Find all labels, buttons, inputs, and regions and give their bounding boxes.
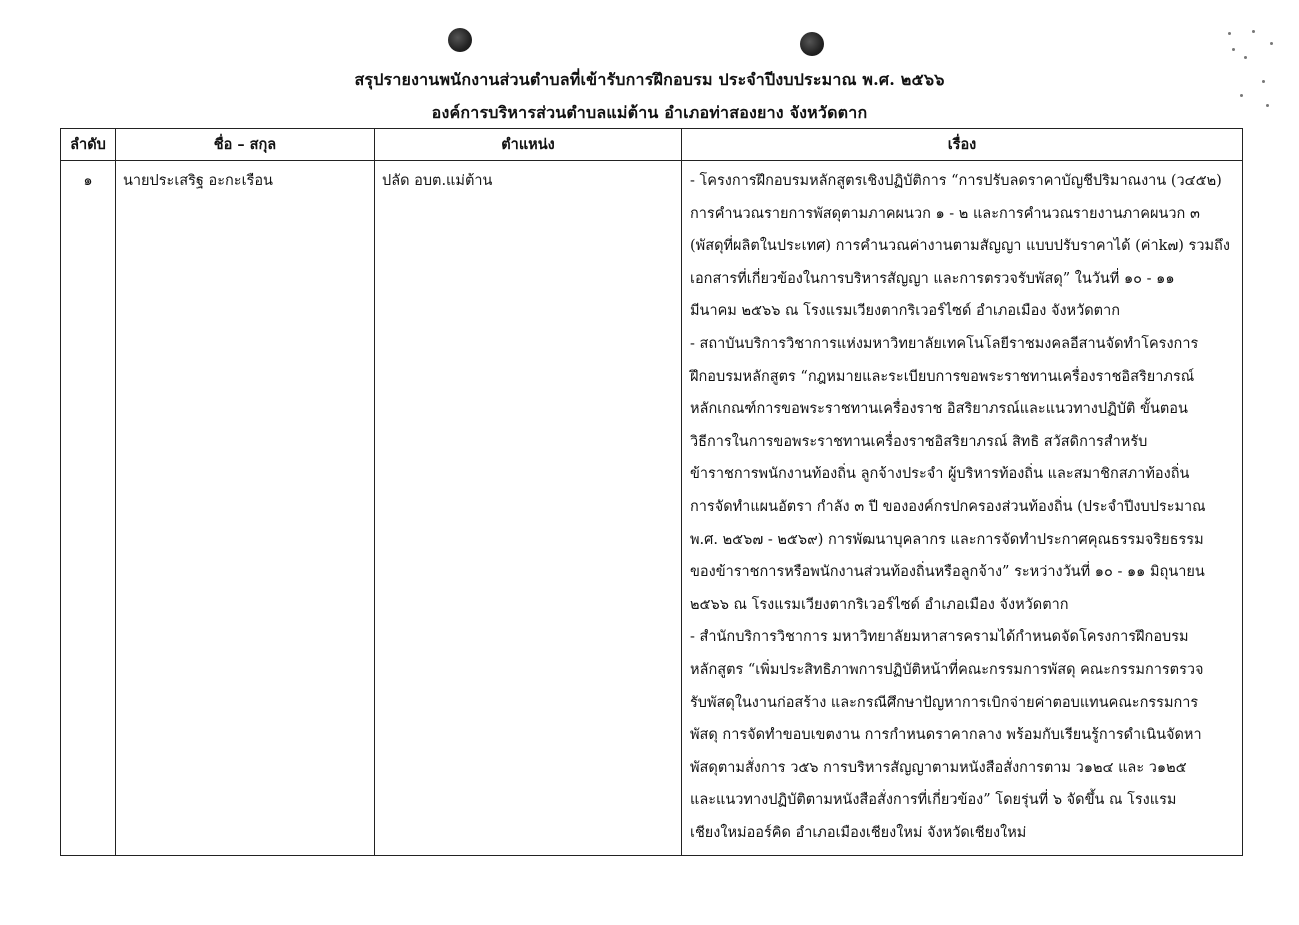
scan-speck <box>1232 48 1235 51</box>
report-title: สรุปรายงานพนักงานส่วนตำบลที่เข้ารับการฝึกอบรม ประจำปีงบประมาณ พ.ศ. ๒๕๖๖ <box>354 70 945 89</box>
row-number: ๑ <box>61 161 116 856</box>
topic-line: และแนวทางปฏิบัติตามหนังสือสั่งการที่เกี่ยวข้อง” โดยรุ่นที่ ๖ จัดขึ้น ณ โรงแรม <box>690 792 1177 809</box>
header-name: ชื่อ – สกุล <box>116 129 375 161</box>
topic-line: รับพัสดุในงานก่อสร้าง และกรณีศึกษาปัญหาการเบิกจ่ายค่าตอบแทนคณะกรรมการ <box>690 694 1199 711</box>
topic-line: วิธีการในการขอพระราชทานเครื่องราชอิสริยาภรณ์ สิทธิ สวัสดิการสำหรับ <box>690 433 1148 450</box>
scan-speck <box>1228 32 1231 35</box>
topic-line: - โครงการฝึกอบรมหลักสูตรเชิงปฏิบัติการ “การปรับลดราคาบัญชีปริมาณงาน (ว๔๕๒) <box>690 173 1222 189</box>
employee-name: นายประเสริฐ อะกะเรือน <box>116 161 375 856</box>
topic-line: เอกสารที่เกี่ยวข้องในการบริหารสัญญา และการตรวจรับพัสดุ” ในวันที่ ๑๐ - ๑๑ <box>690 270 1175 287</box>
topic-line: พัสดุตามสั่งการ ว๕๖ การบริหารสัญญาตามหนังสือสั่งการตาม ว๑๒๔ และ ว๑๒๕ <box>690 759 1187 776</box>
topic-line: - สถาบันบริการวิชาการแห่งมหาวิทยาลัยเทคโนโลยีราชมงคลอีสานจัดทำโครงการ <box>690 335 1199 352</box>
training-table <box>60 128 1243 856</box>
topic-line: พ.ศ. ๒๕๖๗ - ๒๕๖๙) การพัฒนาบุคลากร และการจัดทำประกาศคุณธรรมจริยธรรม <box>690 531 1204 548</box>
training-topics <box>682 161 1243 856</box>
topic-line: ของข้าราชการหรือพนักงานส่วนท้องถิ่นหรือลูกจ้าง” ระหว่างวันที่ ๑๐ - ๑๑ มิถุนายน <box>690 564 1205 581</box>
topic-line: (พัสดุที่ผลิตในประเทศ) การคำนวณค่างานตามสัญญา แบบปรับราคาได้ (ค่าk๗) รวมถึง <box>690 238 1230 255</box>
topic-line: ฝึกอบรมหลักสูตร “กฎหมายและระเบียบการขอพระราชทานเครื่องราชอิสริยาภรณ์ <box>690 368 1195 385</box>
header-number: ลำดับ <box>61 129 116 161</box>
report-subtitle: องค์การบริหารส่วนตำบลแม่ต้าน อำเภอท่าสองยาง จังหวัดตาก <box>431 103 868 122</box>
scan-speck <box>1240 94 1243 97</box>
table-header-row <box>61 129 1243 161</box>
topic-line: หลักเกณฑ์การขอพระราชทานเครื่องราช อิสริยาภรณ์และแนวทางปฏิบัติ ขั้นตอน <box>690 401 1188 418</box>
topic-line: ข้าราชการพนักงานท้องถิ่น ลูกจ้างประจำ ผู้บริหารท้องถิ่น และสมาชิกสภาท้องถิ่น <box>690 466 1190 483</box>
punch-hole <box>448 28 472 52</box>
topic-line: มีนาคม ๒๕๖๖ ณ โรงแรมเวียงตากริเวอร์ไซด์ อำเภอเมือง จังหวัดตาก <box>690 303 1121 320</box>
employee-position: ปลัด อบต.แม่ต้าน <box>375 161 682 856</box>
topic-line: - สำนักบริการวิชาการ มหาวิทยาลัยมหาสารครามได้กำหนดจัดโครงการฝึกอบรม <box>690 629 1189 646</box>
topic-line: พัสดุ การจัดทำขอบเขตงาน การกำหนดราคากลาง พร้อมกับเรียนรู้การดำเนินจัดหา <box>690 727 1202 744</box>
scan-speck <box>1270 42 1273 45</box>
topic-line: ๒๕๖๖ ณ โรงแรมเวียงตากริเวอร์ไซด์ อำเภอเมือง จังหวัดตาก <box>690 596 1069 613</box>
topic-line: หลักสูตร “เพิ่มประสิทธิภาพการปฏิบัติหน้าที่คณะกรรมการพัสดุ คณะกรรมการตรวจ <box>690 661 1204 678</box>
topic-line: การคำนวณรายการพัสดุตามภาคผนวก ๑ - ๒ และการคำนวณรายงานภาคผนวก ๓ <box>690 205 1200 222</box>
topic-line: การจัดทำแผนอัตรา กำลัง ๓ ปี ขององค์กรปกครองส่วนท้องถิ่น (ประจำปีงบประมาณ <box>690 498 1206 515</box>
scan-speck <box>1252 30 1255 33</box>
header-topic: เรื่อง <box>682 129 1243 161</box>
table-row <box>61 161 1243 856</box>
header-position: ตำแหน่ง <box>375 129 682 161</box>
punch-hole <box>800 32 824 56</box>
topic-line: เชียงใหม่ออร์คิด อำเภอเมืองเชียงใหม่ จังหวัดเชียงใหม่ <box>690 824 1027 841</box>
scan-speck <box>1244 56 1247 59</box>
